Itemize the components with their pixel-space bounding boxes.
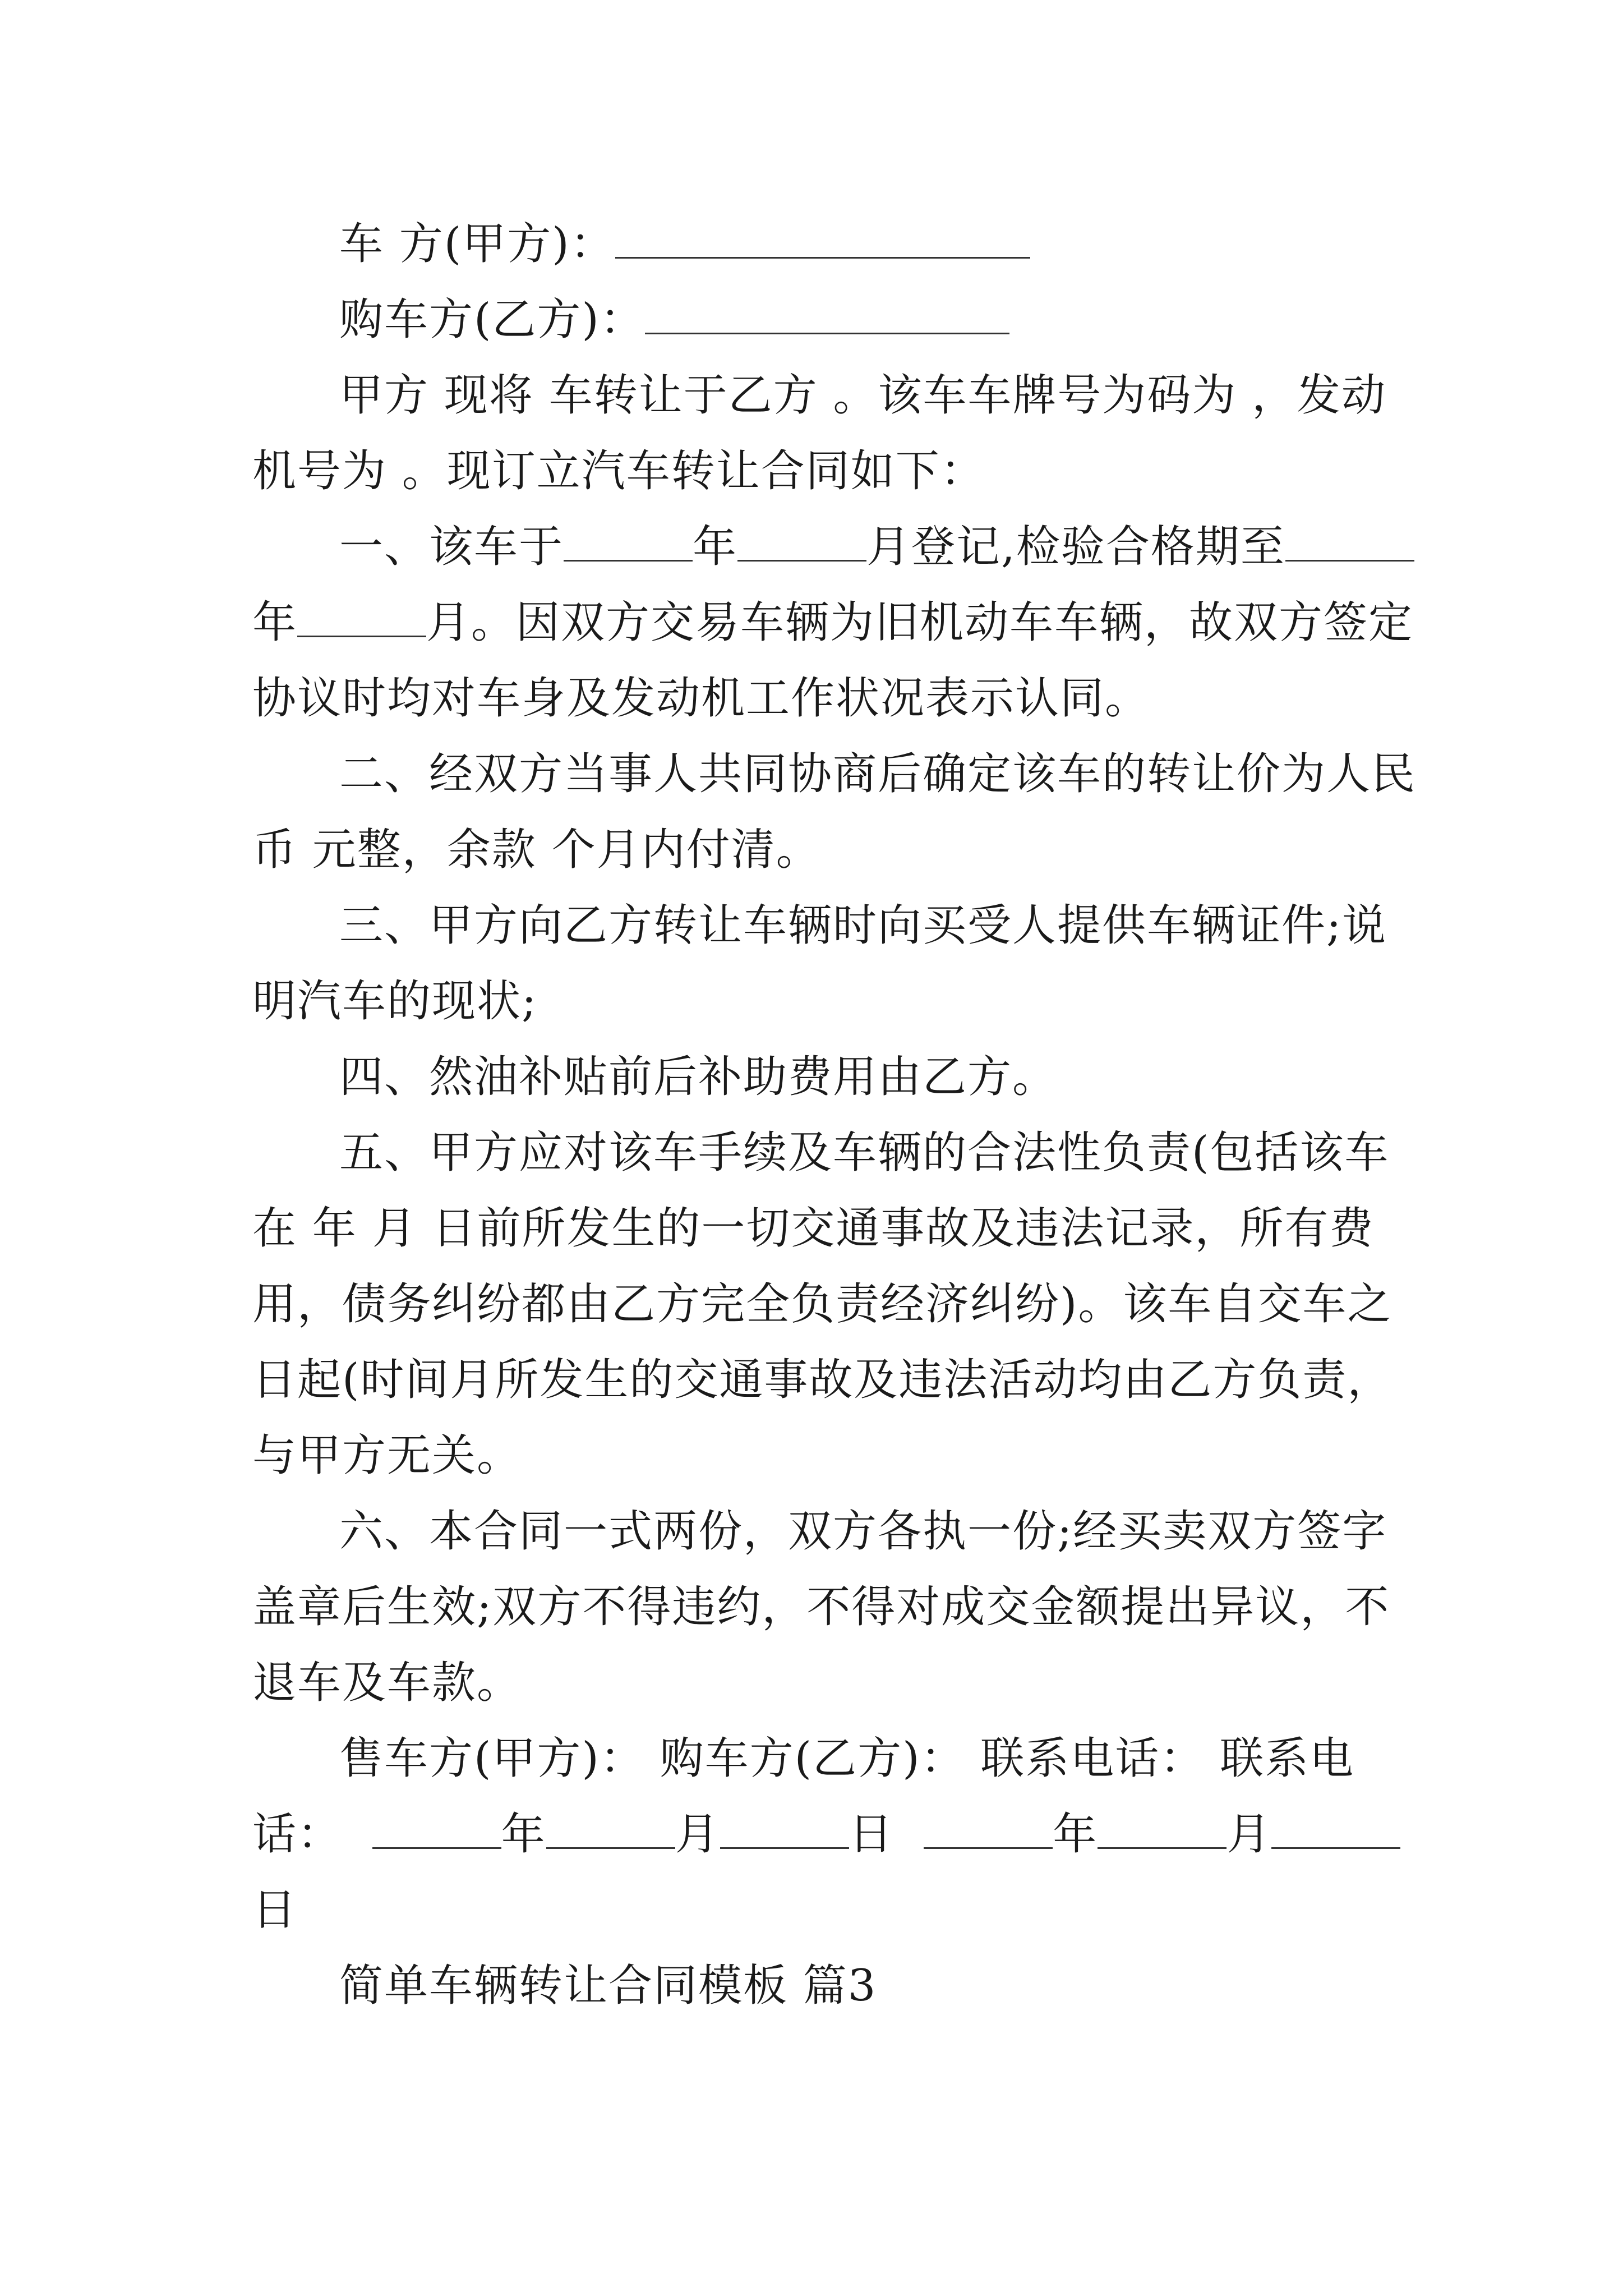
- clause-1-line-2: [252, 595, 1413, 651]
- phone-label: 话：: [252, 1809, 343, 1860]
- clause-3-line-1: 三、甲方向乙方转让车辆时向买受人提供车辆证件;说: [339, 900, 1387, 951]
- signature-line-1: 售车方(甲方)： 购车方(乙方)： 联系电话： 联系电: [339, 1733, 1355, 1784]
- clause-6-line-3: 退车及车款。: [252, 1658, 522, 1708]
- clause-6-line-2: 盖章后生效;双方不得违约，不得对成交金额提出异议，不: [252, 1582, 1390, 1632]
- month-label: 月: [675, 1809, 720, 1860]
- seller-blank: [615, 218, 1030, 259]
- clause-5-line-1: 五、甲方应对该车手续及车辆的合法性负责(包括该车: [339, 1128, 1390, 1178]
- clause-2-line-1: 二、经双方当事人共同协商后确定该车的转让价为人民: [339, 749, 1417, 799]
- clause-5-line-2: 在 年 月 日前所发生的一切交通事故及违法记录，所有费: [252, 1203, 1375, 1254]
- intro-line-2: 机号为 。现订立汽车转让合同如下：: [252, 446, 985, 496]
- blank-date-year-1: [372, 1808, 501, 1849]
- year-label: 年: [693, 522, 738, 572]
- blank-date-day-1: [720, 1808, 849, 1849]
- clause-1-line-1: [339, 519, 1414, 575]
- buyer-line: [339, 292, 1009, 348]
- blank-date-month-2: [1098, 1808, 1227, 1849]
- clause-4-line-1: 四、然油补贴前后补助费用由乙方。: [339, 1052, 1058, 1102]
- clause-2-line-2: 币 元整，余款 个月内付清。: [252, 825, 821, 875]
- year-label: 年: [501, 1809, 546, 1860]
- day-label: 日: [849, 1809, 894, 1860]
- clause-1-text: 月登记,检验合格期至: [866, 522, 1285, 572]
- clause-5-line-5: 与甲方无关。: [252, 1430, 522, 1481]
- blank-year-2: [1285, 521, 1414, 562]
- year-label: 年: [1053, 1809, 1098, 1860]
- blank-month-1: [737, 521, 866, 562]
- year-label: 年: [252, 597, 298, 648]
- buyer-label: 购车方(乙方)：: [339, 295, 645, 345]
- month-label: 月: [1227, 1809, 1272, 1860]
- clause-5-line-4: 日起(时间月所发生的交通事故及违法活动均由乙方负责，: [252, 1355, 1393, 1405]
- clause-3-line-2: 明汽车的现状;: [252, 976, 538, 1027]
- intro-line-1: 甲方 现将 车转让于乙方 。该车车牌号为码为 ，发动: [339, 370, 1387, 421]
- clause-1-text: 一、该车于: [339, 522, 564, 572]
- clause-6-line-1: 六、本合同一式两份，双方各执一份;经买卖双方签字: [339, 1506, 1387, 1557]
- seller-line: [339, 216, 1030, 272]
- blank-date-day-2: [1271, 1808, 1400, 1849]
- buyer-blank: [645, 293, 1009, 334]
- signature-line-3: 日: [252, 1885, 298, 1935]
- signature-line-2: [252, 1806, 1400, 1862]
- blank-year-1: [564, 521, 693, 562]
- blank-date-month-1: [546, 1808, 675, 1849]
- blank-date-year-2: [924, 1808, 1053, 1849]
- clause-5-line-3: 用，债务纠纷都由乙方完全负责经济纠纷)。该车自交车之: [252, 1279, 1393, 1329]
- clause-1-text: 月。因双方交易车辆为旧机动车车辆，故双方签定: [426, 597, 1414, 648]
- blank-month-2: [297, 596, 426, 637]
- next-section-heading: 简单车辆转让合同模板 篇3: [339, 1961, 877, 2011]
- seller-label: 车 方(甲方)：: [339, 219, 615, 269]
- clause-1-line-3: 协议时均对车身及发动机工作状况表示认同。: [252, 673, 1150, 724]
